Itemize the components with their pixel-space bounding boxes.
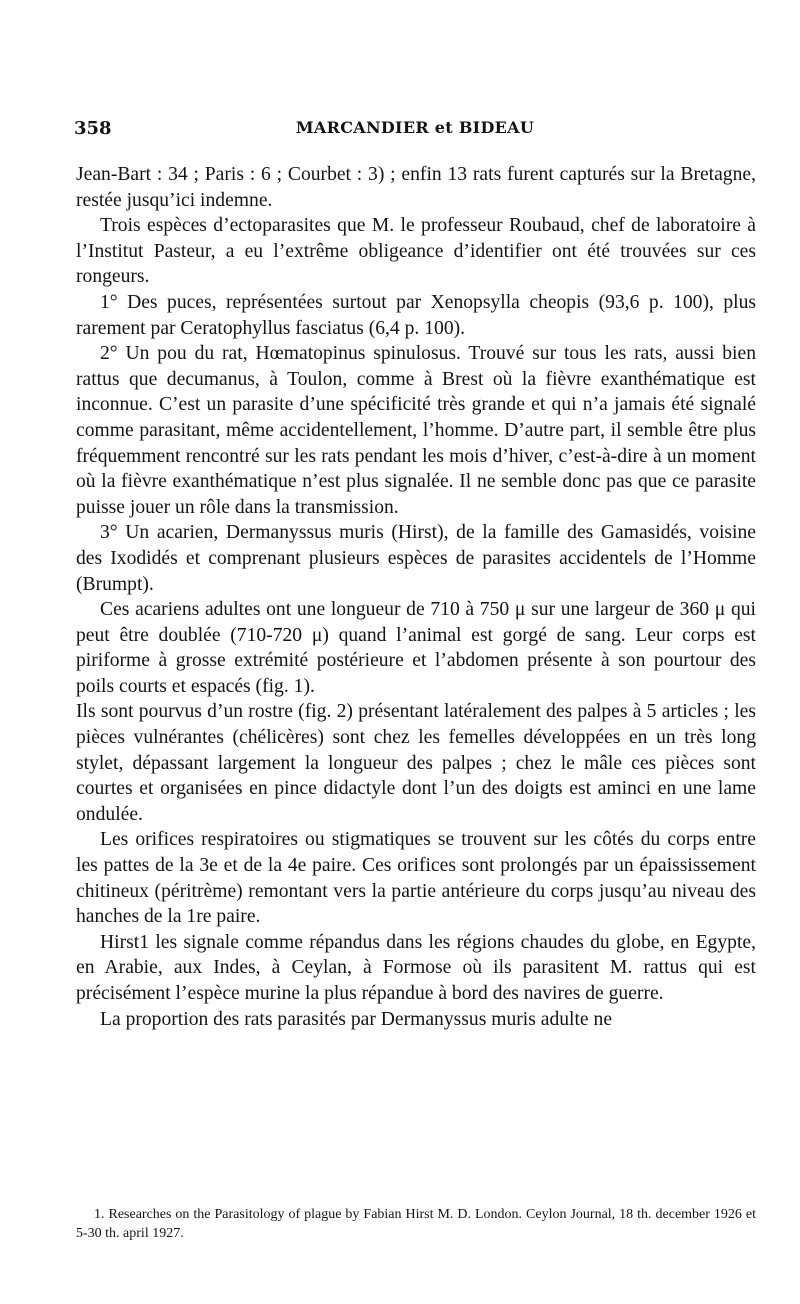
paragraph: Les orifices respiratoires ou stigmatiques se trouvent sur les côtés du corps entre les pattes de la 3e et de la 4e paire. Ces orifices sont prolongés par un épaississement chitineux (péritrème) remontant vers la partie antérieure du corps jusqu’au niveau des hanches de la 1re paire. [76,829,756,928]
running-title: MARCANDIER et BIDEAU [295,118,535,137]
body-text [76,162,756,1032]
footnote [76,1205,756,1243]
paragraph: Jean-Bart : 34 ; Paris : 6 ; Courbet : 3) ; enfin 13 rats furent capturés sur la Bretagne, restée jusqu’ici indemne. [76,164,756,211]
paragraph: Ces acariens adultes ont une longueur de 710 à 750 μ sur une largeur de 360 μ qui peut être doublée (710-720 μ) quand l’animal est gorgé de sang. Leur corps est piriforme à grosse extrémité postérieure et l’abdomen présente à son pourtour des poils courts et espacés (fig. 1). [76,599,756,697]
paragraph: 2° Un pou du rat, Hœmatopinus spinulosus. Trouvé sur tous les rats, aussi bien rattus que decumanus, à Toulon, comme à Brest où la fièvre exanthématique est inconnue. C’est un parasite d’une spécificité très grande et qui n’a jamais été signalé comme parasitant, même accidentellement, l’homme. D’autre part, il semble être plus fréquemment rencontré sur les rats pendant les mois d’hiver, c’est-à-dire à un moment où la fièvre exanthématique n’est plus signalée. Il ne semble donc pas que ce parasite puisse jouer un rôle dans la transmission. [76,343,756,518]
paragraph: Ils sont pourvus d’un rostre (fig. 2) présentant latéralement des palpes à 5 articles ; les pièces vulnérantes (chélicères) sont chez les femelles développées en un très long stylet, dépassant largement la longueur des palpes ; chez le mâle ces pièces sont courtes et organisées en pince didactyle dont l’un des doigts est aminci en une lame ondulée. [76,701,756,825]
footnote-text: 1. Researches on the Parasitology of plague by Fabian Hirst M. D. London. Ceylon Journal, 18 th. december 1926 et 5-30 th. april 1927. [76,1207,756,1241]
paragraph: 3° Un acarien, Dermanyssus muris (Hirst), de la famille des Gamasidés, voisine des Ixodidés et comprenant plusieurs espèces de parasites accidentels de l’Homme (Brumpt). [76,522,756,595]
paragraph: Trois espèces d’ectoparasites que M. le professeur Roubaud, chef de laboratoire à l’Institut Pasteur, a eu l’extrême obligeance d’identifier ont été trouvées sur ces rongeurs. [76,215,756,288]
paragraph: 1° Des puces, représentées surtout par Xenopsylla cheopis (93,6 p. 100), plus rarement par Ceratophyllus fasciatus (6,4 p. 100). [76,291,756,339]
paragraph: Hirst1 les signale comme répandus dans les régions chaudes du globe, en Egypte, en Arabie, aux Indes, à Ceylan, à Formose où ils parasitent M. rattus qui est précisément l’espèce murine la plus répandue à bord des navires de guerre. [76,931,756,1004]
page-number: 358 [74,118,112,139]
paragraph: La proportion des rats parasités par Dermanyssus muris adulte ne [100,1008,613,1030]
page-header [70,118,760,148]
